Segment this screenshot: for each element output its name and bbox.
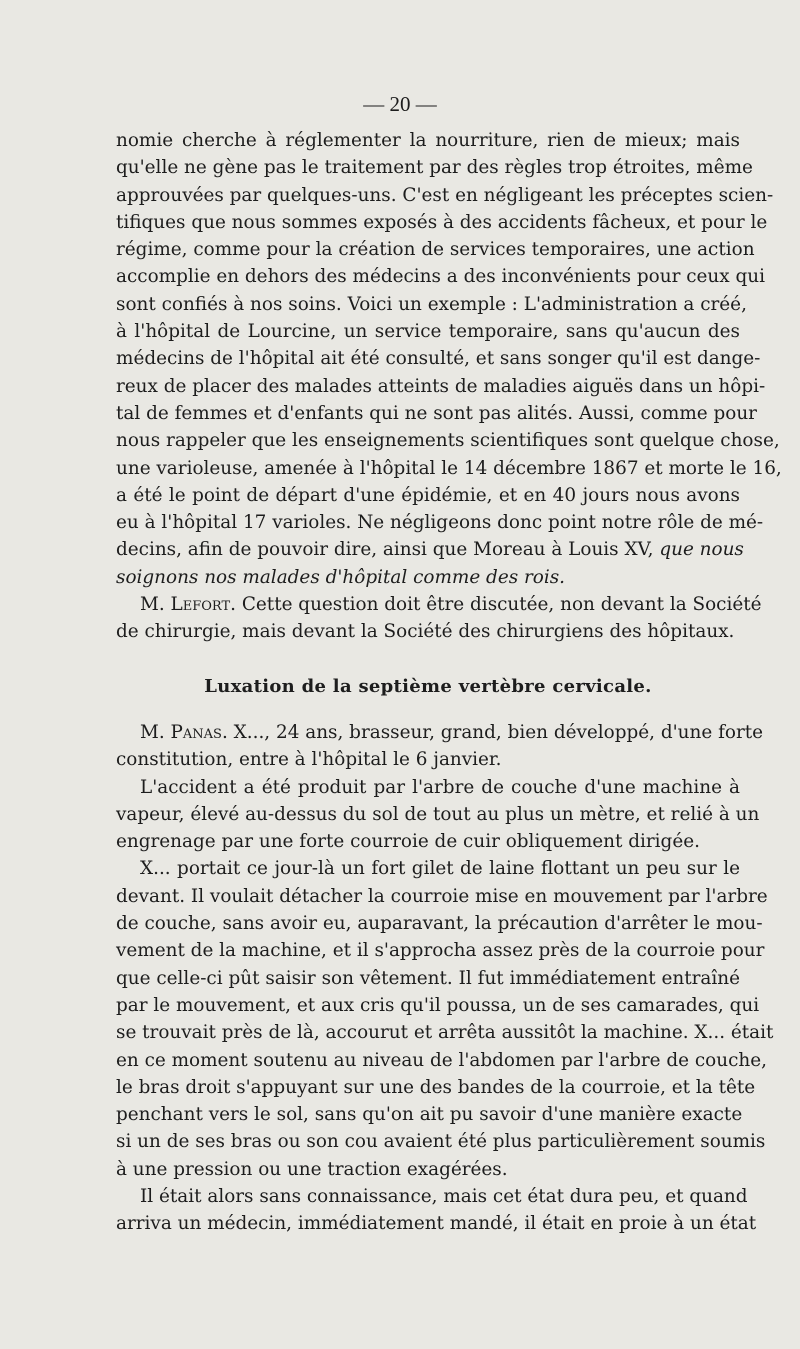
text-line: devant. Il voulait détacher la courroie mise en mouvement par l'arbre xyxy=(116,885,768,907)
text-line: arriva un médecin, immédiatement mandé, il était en proie à un état xyxy=(116,1213,757,1235)
italic-quote: que nous xyxy=(659,539,744,561)
text-line: à l'hôpital de Lourcine, un service temporaire, sans qu'aucun des xyxy=(116,321,740,343)
text-line xyxy=(116,591,762,618)
spacer xyxy=(116,700,740,719)
text-line: Il était alors sans connaissance, mais cet état dura peu, et quand xyxy=(140,1185,748,1207)
speaker-name: M. Lefort. xyxy=(140,594,236,616)
text-line xyxy=(116,564,740,591)
italic-quote: soignons nos malades d'hôpital comme des rois. xyxy=(116,566,566,588)
text-line: tifiques que nous sommes exposés à des accidents fâcheux, et pour le xyxy=(116,211,768,233)
paragraph-4 xyxy=(116,774,760,856)
text-line-body: Cette question doit être discutée, non devant la Société xyxy=(241,594,762,616)
text-line: de couche, sans avoir eu, auparavant, la précaution d'arrêter le mou- xyxy=(116,913,763,935)
text-line: vapeur, élevé au-dessus du sol de tout au plus un mètre, et relié à un xyxy=(116,803,760,825)
text-line: penchant vers le sol, sans qu'on ait pu savoir d'une manière exacte xyxy=(116,1104,743,1126)
paragraph-6 xyxy=(116,1183,757,1238)
paragraph-1 xyxy=(116,127,782,591)
text-line: constitution, entre à l'hôpital le 6 janvier. xyxy=(116,749,502,771)
section-heading: Luxation de la septième vertèbre cervicale. xyxy=(204,675,652,697)
text-line: X... portait ce jour-là un fort gilet de laine flottant un peu sur le xyxy=(140,858,740,880)
text-line: approuvées par quelques-uns. C'est en négligeant les préceptes scien- xyxy=(116,184,774,206)
text-line: régime, comme pour la création de services temporaires, une action xyxy=(116,239,755,261)
text-line: engrenage par une forte courroie de cuir obliquement dirigée. xyxy=(116,831,700,853)
paragraph-3 xyxy=(116,719,764,774)
text-line: L'accident a été produit par l'arbre de couche d'une machine à xyxy=(140,776,740,798)
text-line: à une pression ou une traction exagérées. xyxy=(116,1158,508,1180)
text-line: par le mouvement, et aux cris qu'il poussa, un de ses camarades, qui xyxy=(116,994,760,1016)
text-line: de chirurgie, mais devant la Société des chirurgiens des hôpitaux. xyxy=(116,621,735,643)
paragraph-5 xyxy=(116,855,774,1183)
text-line: qu'elle ne gène pas le traitement par des règles trop étroites, même xyxy=(116,157,753,179)
text-line-body: X..., 24 ans, brasseur, grand, bien développé, d'une forte xyxy=(233,721,764,743)
text-line: nomie cherche à réglementer la nourriture, rien de mieux; mais xyxy=(116,130,740,151)
text-line: se trouvait près de là, accourut et arrêta aussitôt la machine. X... était xyxy=(116,1022,774,1044)
text-line: tal de femmes et d'enfants qui ne sont pas alités. Aussi, comme pour xyxy=(116,402,757,424)
text-line: le bras droit s'appuyant sur une des bandes de la courroie, et la tête xyxy=(116,1076,756,1098)
text-line: accomplie en dehors des médecins a des inconvénients pour ceux qui xyxy=(116,266,765,288)
page-number: — 20 — xyxy=(363,92,437,116)
text-line-roman: decins, afin de pouvoir dire, ainsi que Moreau à Louis XV, xyxy=(116,539,654,561)
text-line: en ce moment soutenu au niveau de l'abdomen par l'arbre de couche, xyxy=(116,1049,767,1071)
text-line xyxy=(116,536,744,563)
text-line: vement de la machine, et il s'approcha assez près de la courroie pour xyxy=(116,940,765,962)
text-body xyxy=(116,127,782,1238)
text-line: a été le point de départ d'une épidémie, et en 40 jours nous avons xyxy=(116,484,740,506)
text-line: sont confiés à nos soins. Voici un exemple : L'administration a créé, xyxy=(116,293,747,315)
spacer xyxy=(116,646,740,673)
text-line: nous rappeler que les enseignements scientifiques sont quelque chose, xyxy=(116,430,780,452)
text-line: que celle-ci pût saisir son vêtement. Il fut immédiatement entraîné xyxy=(116,967,740,989)
text-line: si un de ses bras ou son cou avaient été plus particulièrement soumis xyxy=(116,1131,766,1153)
text-line: eu à l'hôpital 17 varioles. Ne négligeons donc point notre rôle de mé- xyxy=(116,512,764,534)
text-line: reux de placer des malades atteints de maladies aiguës dans un hôpi- xyxy=(116,375,766,397)
text-line: médecins de l'hôpital ait été consulté, et sans songer qu'il est dange- xyxy=(116,348,761,370)
speaker-name: M. Panas. xyxy=(140,721,228,743)
text-line xyxy=(116,719,764,746)
text-line: une varioleuse, amenée à l'hôpital le 14 décembre 1867 et morte le 16, xyxy=(116,457,782,479)
paragraph-2 xyxy=(116,591,762,646)
